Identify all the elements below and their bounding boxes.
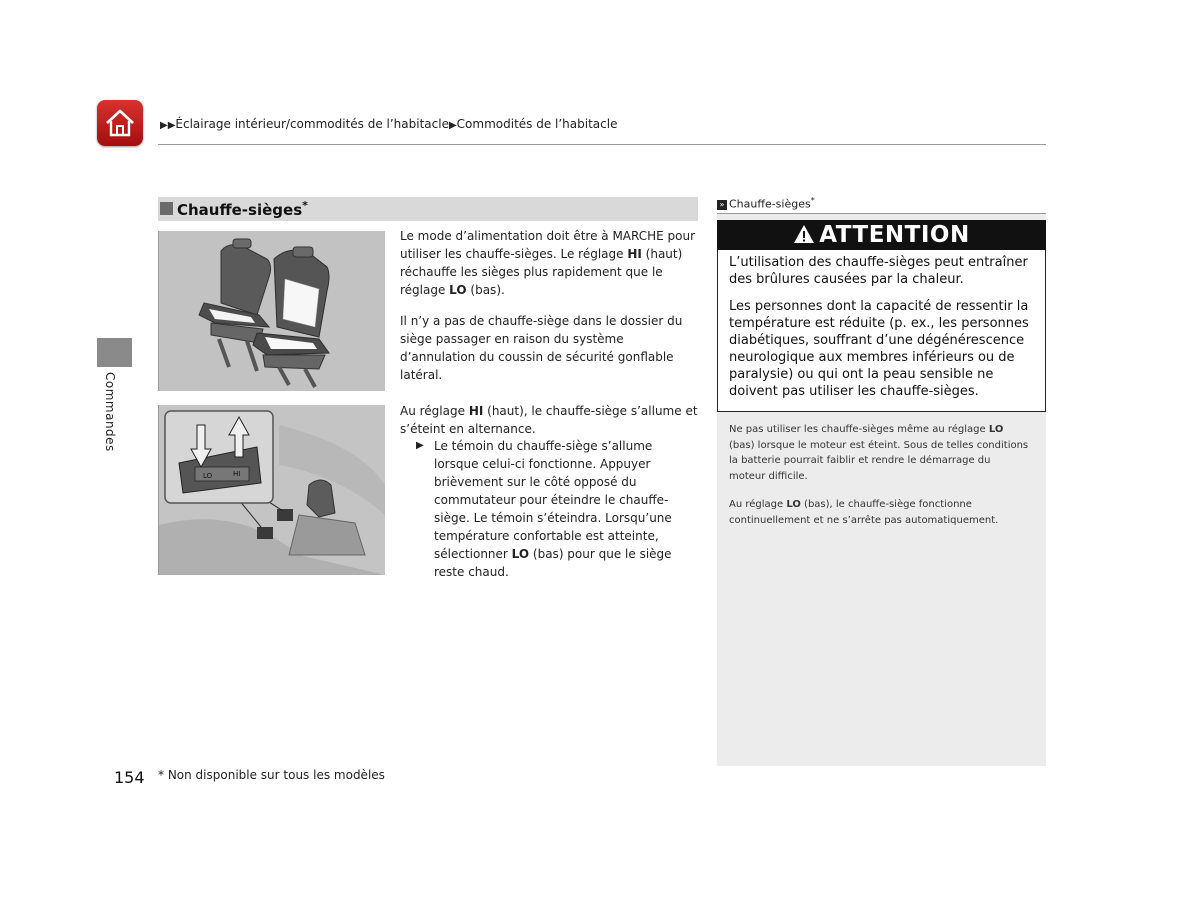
home-icon[interactable]: [97, 100, 143, 146]
chapter-tab[interactable]: [97, 372, 132, 452]
warning-triangle-icon: [793, 224, 815, 244]
section-title-text: Chauffe-sièges: [177, 201, 303, 219]
section-title-asterisk: *: [302, 199, 308, 212]
chapter-tab-marker[interactable]: [97, 338, 132, 367]
breadcrumb-arrow-icon: ▶: [448, 120, 457, 131]
attention-sensitivity-warning: Les personnes dont la capacité de ressentir la température est réduite (p. ex., les personnes diabétiques, souffrant d’une dégénérescence neurologique aux membres inférieurs ou de paralysie) ou qui ont la peau sensible ne doivent pas utiliser les chauffe-sièges.: [729, 299, 1029, 399]
attention-title-text: ATTENTION: [819, 222, 970, 248]
sidebar-reference-asterisk: *: [810, 196, 815, 205]
section-title: [177, 199, 308, 219]
breadcrumb-section-link[interactable]: Éclairage intérieur/commodités de l’habitacle: [175, 117, 449, 131]
indicator-bullet-text: Le témoin du chauffe-siège s’allume lorsque celui-ci fonctionne. Appuyer brièvement sur le côté opposé du commutateur pour éteindre le chauffe-siège. Le témoin s’éteindra. Lorsqu’une température confortable est atteinte, sélectionner LO (bas) pour que le siège reste chaud.: [434, 439, 672, 579]
page-number: 154: [114, 768, 145, 787]
sidebar-divider: [717, 213, 1046, 214]
attention-title: [717, 220, 1046, 250]
reference-arrow-icon: »: [717, 200, 727, 210]
header-divider: [158, 144, 1046, 145]
power-mode-paragraph: Le mode d’alimentation doit être à MARCHE pour utiliser les chauffe-sièges. Le réglage HI (haut) réchauffe les sièges plus rapidement que le réglage LO (bas).: [400, 229, 696, 297]
sidebar-reference[interactable]: [717, 196, 815, 211]
passenger-backrest-paragraph: Il n’y a pas de chauffe-siège dans le dossier du siège passager en raison du système d’annulation du coussin de sécurité gonflable latéral.: [400, 314, 683, 382]
sidebar-reference-title: Chauffe-sièges: [729, 197, 811, 211]
bullet-arrow-icon: ▶: [416, 440, 424, 451]
heated-seats-illustration: [158, 231, 385, 391]
chapter-tab-label: Commandes: [103, 372, 117, 452]
seat-heater-switch-illustration: [158, 405, 385, 575]
section-square-icon: [160, 202, 173, 215]
attention-burn-warning: L’utilisation des chauffe-sièges peut entraîner des brûlures causées par la chaleur.: [729, 255, 1028, 287]
switch-lo-label: LO: [203, 472, 213, 480]
hi-setting-paragraph: Au réglage HI (haut), le chauffe-siège s’allume et s’éteint en alternance.: [400, 404, 698, 436]
lo-setting-note: Au réglage LO (bas), le chauffe-siège fonctionne continuellement et ne s’arrête pas automatiquement.: [729, 499, 999, 526]
breadcrumb-page-link[interactable]: Commodités de l’habitacle: [456, 117, 618, 131]
footnote: * Non disponible sur tous les modèles: [158, 768, 385, 782]
breadcrumb: [160, 117, 617, 131]
switch-hi-label: HI: [233, 470, 241, 478]
battery-note: Ne pas utiliser les chauffe-sièges même au réglage LO (bas) lorsque le moteur est éteint. Sous de telles conditions la batterie pourrait faiblir et rendre le démarrage du moteur difficile.: [729, 424, 1029, 482]
breadcrumb-arrow-icon: ▶▶: [160, 120, 176, 131]
